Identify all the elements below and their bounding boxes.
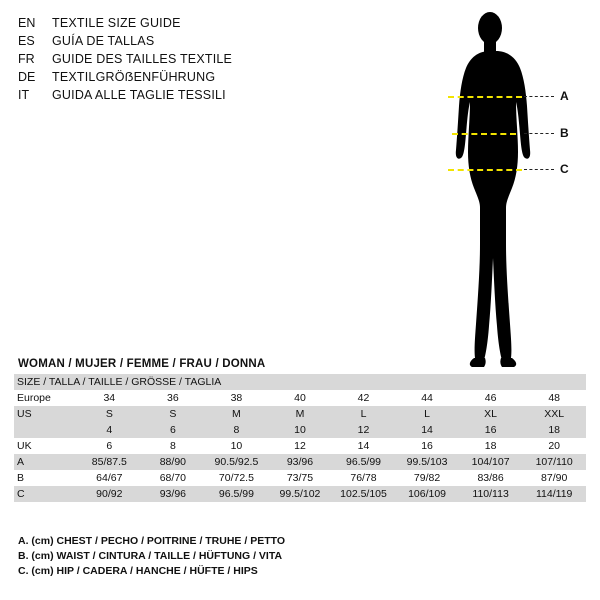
cell: 79/82 bbox=[395, 470, 459, 486]
cell: L bbox=[332, 406, 396, 422]
cell: 99.5/102 bbox=[268, 486, 332, 502]
cell: 64/67 bbox=[78, 470, 142, 486]
female-body-figure bbox=[420, 6, 590, 376]
cell: 34 bbox=[78, 390, 142, 406]
size-table-section bbox=[14, 356, 586, 502]
language-title: TEXTILE SIZE GUIDE bbox=[52, 16, 181, 30]
waist-leader-line bbox=[524, 133, 554, 134]
row-label: Europe bbox=[14, 390, 78, 406]
cell: 48 bbox=[522, 390, 586, 406]
language-title: TEXTILGRÖẞENFÜHRUNG bbox=[52, 70, 216, 84]
cell: L bbox=[395, 406, 459, 422]
cell: 18 bbox=[459, 438, 523, 454]
cell: 10 bbox=[205, 438, 269, 454]
body-silhouette-icon bbox=[420, 6, 590, 376]
row-label: B bbox=[14, 470, 78, 486]
cell: 68/70 bbox=[141, 470, 205, 486]
cell: 18 bbox=[522, 422, 586, 438]
chest-measure-line bbox=[448, 96, 522, 98]
cell: S bbox=[141, 406, 205, 422]
language-row bbox=[18, 32, 418, 50]
cell: 96.5/99 bbox=[332, 454, 396, 470]
note-waist: B. (cm) WAIST / CINTURA / TAILLE / HÜFTUNG / VITA bbox=[18, 550, 283, 562]
language-row bbox=[18, 14, 418, 32]
cell: 93/96 bbox=[141, 486, 205, 502]
cell: 114/119 bbox=[522, 486, 586, 502]
language-code: EN bbox=[18, 16, 36, 30]
language-code: DE bbox=[18, 70, 36, 84]
cell: 73/75 bbox=[268, 470, 332, 486]
language-row bbox=[18, 50, 418, 68]
language-row bbox=[18, 68, 418, 86]
table-row bbox=[14, 486, 586, 502]
cell: 8 bbox=[141, 438, 205, 454]
cell: 76/78 bbox=[332, 470, 396, 486]
note-hip: C. (cm) HIP / CADERA / HANCHE / HÜFTE / HIPS bbox=[18, 565, 258, 577]
table-row bbox=[14, 454, 586, 470]
cell: 99.5/103 bbox=[395, 454, 459, 470]
cell: 6 bbox=[141, 422, 205, 438]
cell: 88/90 bbox=[141, 454, 205, 470]
cell: 38 bbox=[205, 390, 269, 406]
language-code: ES bbox=[18, 34, 35, 48]
cell: 6 bbox=[78, 438, 142, 454]
cell: 102.5/105 bbox=[332, 486, 396, 502]
waist-measure-line bbox=[452, 133, 516, 135]
cell: 14 bbox=[332, 438, 396, 454]
cell: 85/87.5 bbox=[78, 454, 142, 470]
cell: 14 bbox=[395, 422, 459, 438]
group-title: WOMAN / MUJER / FEMME / FRAU / DONNA bbox=[18, 358, 266, 370]
table-subhead: SIZE / TALLA / TAILLE / GRÖSSE / TAGLIA bbox=[14, 374, 586, 390]
cell: 42 bbox=[332, 390, 396, 406]
hip-measure-line bbox=[448, 169, 522, 171]
table-row bbox=[14, 438, 586, 454]
note-chest: A. (cm) CHEST / PECHO / POITRINE / TRUHE / PETTO bbox=[18, 535, 286, 547]
cell: 83/86 bbox=[459, 470, 523, 486]
cell: 90/92 bbox=[78, 486, 142, 502]
cell: 70/72.5 bbox=[205, 470, 269, 486]
waist-label-b: B bbox=[560, 126, 569, 140]
cell: 46 bbox=[459, 390, 523, 406]
cell: 4 bbox=[78, 422, 142, 438]
cell: 87/90 bbox=[522, 470, 586, 486]
cell: 20 bbox=[522, 438, 586, 454]
language-header bbox=[18, 14, 418, 104]
language-title: GUÍA DE TALLAS bbox=[52, 34, 155, 48]
table-row bbox=[14, 470, 586, 486]
language-title: GUIDE DES TAILLES TEXTILE bbox=[52, 52, 233, 66]
cell: 10 bbox=[268, 422, 332, 438]
cell: M bbox=[268, 406, 332, 422]
cell: 16 bbox=[459, 422, 523, 438]
cell: S bbox=[78, 406, 142, 422]
cell: 36 bbox=[141, 390, 205, 406]
row-label bbox=[14, 422, 78, 438]
table-subhead-row bbox=[14, 374, 586, 390]
cell: M bbox=[205, 406, 269, 422]
cell: 93/96 bbox=[268, 454, 332, 470]
table-row bbox=[14, 406, 586, 422]
hip-leader-line bbox=[524, 169, 554, 170]
hip-label-c: C bbox=[560, 162, 569, 176]
measurement-notes bbox=[18, 534, 538, 579]
table-row bbox=[14, 390, 586, 406]
cell: XL bbox=[459, 406, 523, 422]
language-row bbox=[18, 86, 418, 104]
cell: 8 bbox=[205, 422, 269, 438]
cell: 16 bbox=[395, 438, 459, 454]
language-code: IT bbox=[18, 88, 30, 102]
chest-leader-line bbox=[524, 96, 554, 97]
cell: 40 bbox=[268, 390, 332, 406]
row-label: A bbox=[14, 454, 78, 470]
cell: 12 bbox=[332, 422, 396, 438]
cell: 106/109 bbox=[395, 486, 459, 502]
cell: 90.5/92.5 bbox=[205, 454, 269, 470]
row-label: UK bbox=[14, 438, 78, 454]
cell: 44 bbox=[395, 390, 459, 406]
row-label: C bbox=[14, 486, 78, 502]
cell: 96.5/99 bbox=[205, 486, 269, 502]
language-code: FR bbox=[18, 52, 35, 66]
cell: 12 bbox=[268, 438, 332, 454]
cell: 107/110 bbox=[522, 454, 586, 470]
row-label: US bbox=[14, 406, 78, 422]
cell: 104/107 bbox=[459, 454, 523, 470]
cell: 110/113 bbox=[459, 486, 523, 502]
chest-label-a: A bbox=[560, 89, 569, 103]
cell: XXL bbox=[522, 406, 586, 422]
size-table bbox=[14, 374, 586, 502]
language-title: GUIDA ALLE TAGLIE TESSILI bbox=[52, 88, 226, 102]
table-row bbox=[14, 422, 586, 438]
